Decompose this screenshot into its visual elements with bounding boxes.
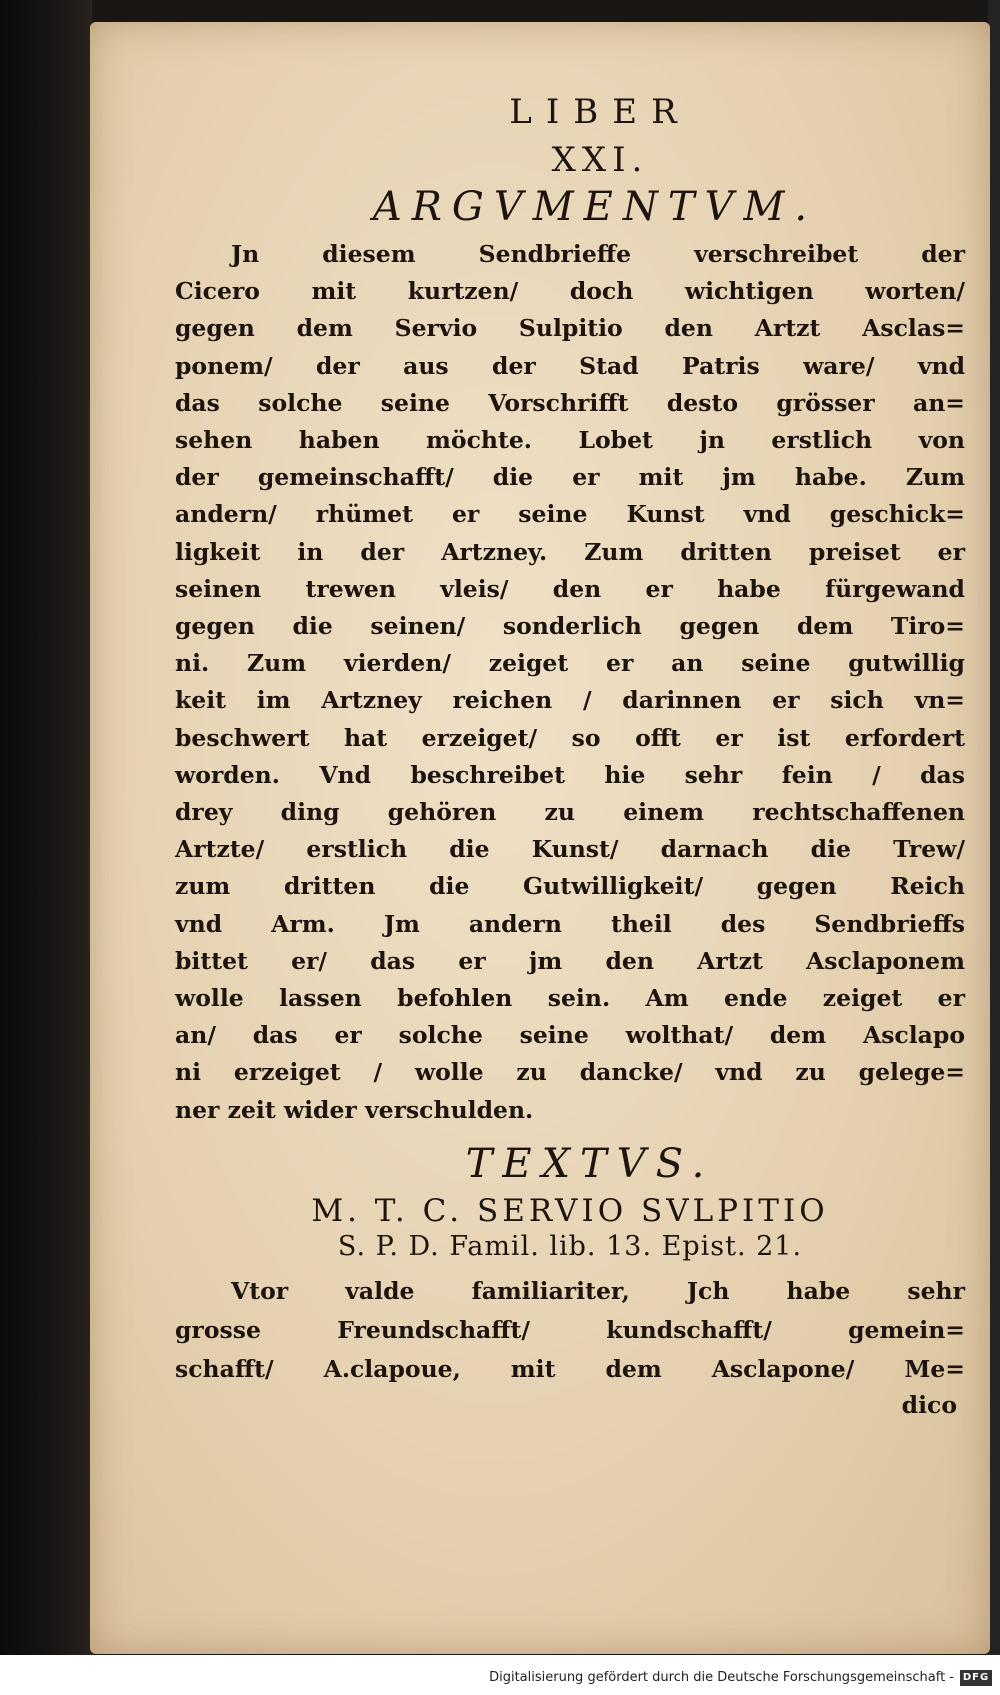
letter-text bbox=[175, 1272, 965, 1389]
dfg-logo: DFG bbox=[960, 1670, 992, 1686]
letter-line: grosse Freundschafft/ kundschafft/ gemein= bbox=[175, 1315, 965, 1344]
argument-line: ner zeit wider verschulden. bbox=[175, 1095, 534, 1124]
page-content bbox=[175, 92, 965, 1421]
argument-line: das solche seine Vorschrifft desto grösser an= bbox=[175, 388, 965, 417]
catchword: dico bbox=[901, 1390, 957, 1419]
running-head-liber: LIBER bbox=[509, 92, 691, 132]
argument-text bbox=[175, 236, 965, 1129]
argument-line: vnd Arm. Jm andern theil des Sendbrieffs bbox=[175, 909, 965, 938]
argument-line: Jn diesem Sendbrieffe verschreibet der bbox=[231, 240, 965, 268]
digitization-credit: Digitalisierung gefördert durch die Deutsche Forschungsgemeinschaft - bbox=[489, 1670, 954, 1685]
argument-line: ni. Zum vierden/ zeiget er an seine gutwillig bbox=[175, 649, 965, 678]
letter-line: schafft/ A.clapoue, mit dem Asclapone/ Me= bbox=[175, 1354, 965, 1383]
argument-line: beschwert hat erzeiget/ so offt er ist erfordert bbox=[175, 723, 965, 752]
argument-line: ponem/ der aus der Stad Patris ware/ vnd bbox=[175, 351, 965, 380]
letter-reference: S. P. D. Famil. lib. 13. Epist. 21. bbox=[337, 1230, 803, 1262]
argument-line: ni erzeiget / wolle zu dancke/ vnd zu gelege= bbox=[175, 1058, 965, 1087]
argument-line: andern/ rhümet er seine Kunst vnd geschick= bbox=[175, 500, 965, 529]
textus-heading: TEXTVS. bbox=[465, 1140, 715, 1187]
book-numeral: XXI. bbox=[551, 140, 649, 180]
book-spine-shadow bbox=[0, 0, 92, 1695]
argument-line: gegen die seinen/ sonderlich gegen dem Tiro= bbox=[175, 612, 965, 641]
argument-line: keit im Artzney reichen / darinnen er sich vn= bbox=[175, 686, 965, 715]
argument-line: der gemeinschafft/ die er mit jm habe. Zum bbox=[175, 463, 965, 492]
letter-line: Vtor valde familiariter, Jch habe sehr bbox=[231, 1276, 965, 1305]
argument-line: wolle lassen befohlen sein. Am ende zeiget er bbox=[175, 984, 965, 1013]
argument-line: an/ das er solche seine wolthat/ dem Asclapo bbox=[175, 1021, 965, 1050]
argument-line: drey ding gehören zu einem rechtschaffenen bbox=[175, 798, 965, 827]
argument-line: seinen trewen vleis/ den er habe fürgewand bbox=[175, 574, 965, 603]
argumentum-heading: ARGVMENTVM. bbox=[372, 184, 818, 230]
argument-line: Cicero mit kurtzen/ doch wichtigen worten/ bbox=[175, 277, 965, 306]
argument-line: bittet er/ das er jm den Artzt Asclaponem bbox=[175, 946, 965, 975]
footer-bar bbox=[0, 1655, 1000, 1695]
argument-line: ligkeit in der Artzney. Zum dritten preiset er bbox=[175, 537, 965, 566]
letter-address: M. T. C. SERVIO SVLPITIO bbox=[311, 1192, 829, 1229]
argument-line: sehen haben möchte. Lobet jn erstlich von bbox=[175, 426, 965, 455]
argument-line: gegen dem Servio Sulpitio den Artzt Asclas= bbox=[175, 314, 965, 343]
argument-line: Artzte/ erstlich die Kunst/ darnach die Trew/ bbox=[175, 835, 965, 864]
argument-line: zum dritten die Gutwilligkeit/ gegen Reich bbox=[175, 872, 965, 901]
argument-line: worden. Vnd beschreibet hie sehr fein / das bbox=[175, 760, 965, 789]
